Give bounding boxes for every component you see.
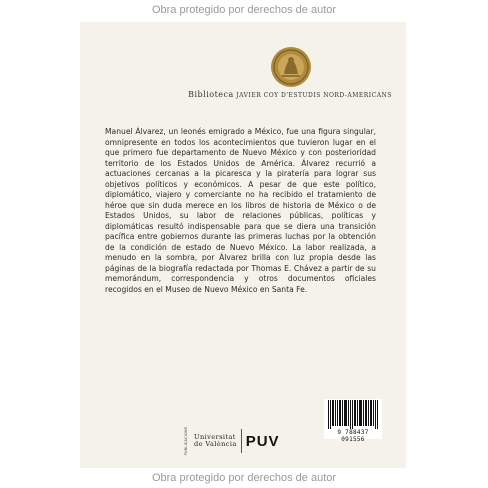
library-name-first: Biblioteca [188, 90, 234, 99]
seal-emblem-icon [270, 46, 312, 88]
publicacions-label: PUBLICACIONS [184, 426, 188, 456]
puv-logo: PUV [245, 432, 280, 450]
publisher-logo [180, 428, 280, 454]
isbn-number: 9 788437 091556 [337, 429, 369, 443]
copyright-watermark-bottom: Obra protegido por derechos de autor [151, 472, 337, 484]
copyright-watermark-top: Obra protegido por derechos de autor [151, 4, 337, 16]
publisher-vertical-label [180, 428, 194, 454]
university-line-2: de València [194, 440, 237, 448]
university-name [194, 434, 237, 449]
isbn-barcode [324, 399, 382, 443]
library-series-name [80, 90, 488, 99]
library-name-rest: JAVIER COY D'ESTUDIS NORD-AMERICANS [233, 92, 392, 99]
back-cover-blurb: Manuel Álvarez, un leonés emigrado a México, fue una figura singular, omnipresente en todos los acontecimientos que tuvieron lugar en el que primero fue departamento de Nuevo México y con posterioridad territorio de los Estados Unidos de América. Álvarez recurrió a actuaciones cercanas a la picaresca y la piratería para lograr sus objetivos políticos y económicos. A pesar de que este político, diplomático, viajero y comerciante no ha recibido el tratamiento de héroe que sin duda merece en los libros de historia de México o de Estados Unidos, su labor de relaciones públicas, políticas y diplomáticas resultó indispensable para que se diera una transición pacífica entre gobiernos durante las primeras luchas por la obtención de la condición de estado de Nuevo México. La labor realizada, a menudo en la sombra, por Álvarez brilla con luz propia desde las páginas de la biografía redactada por Thomas E. Chávez a partir de su memorándum, correspondencia y otros documentos oficiales recogidos en el Museo de Nuevo México en Santa Fe. [105, 127, 376, 294]
university-line-1: Universitat [194, 432, 236, 441]
publisher-divider [241, 429, 242, 453]
barcode-icon [324, 399, 382, 429]
